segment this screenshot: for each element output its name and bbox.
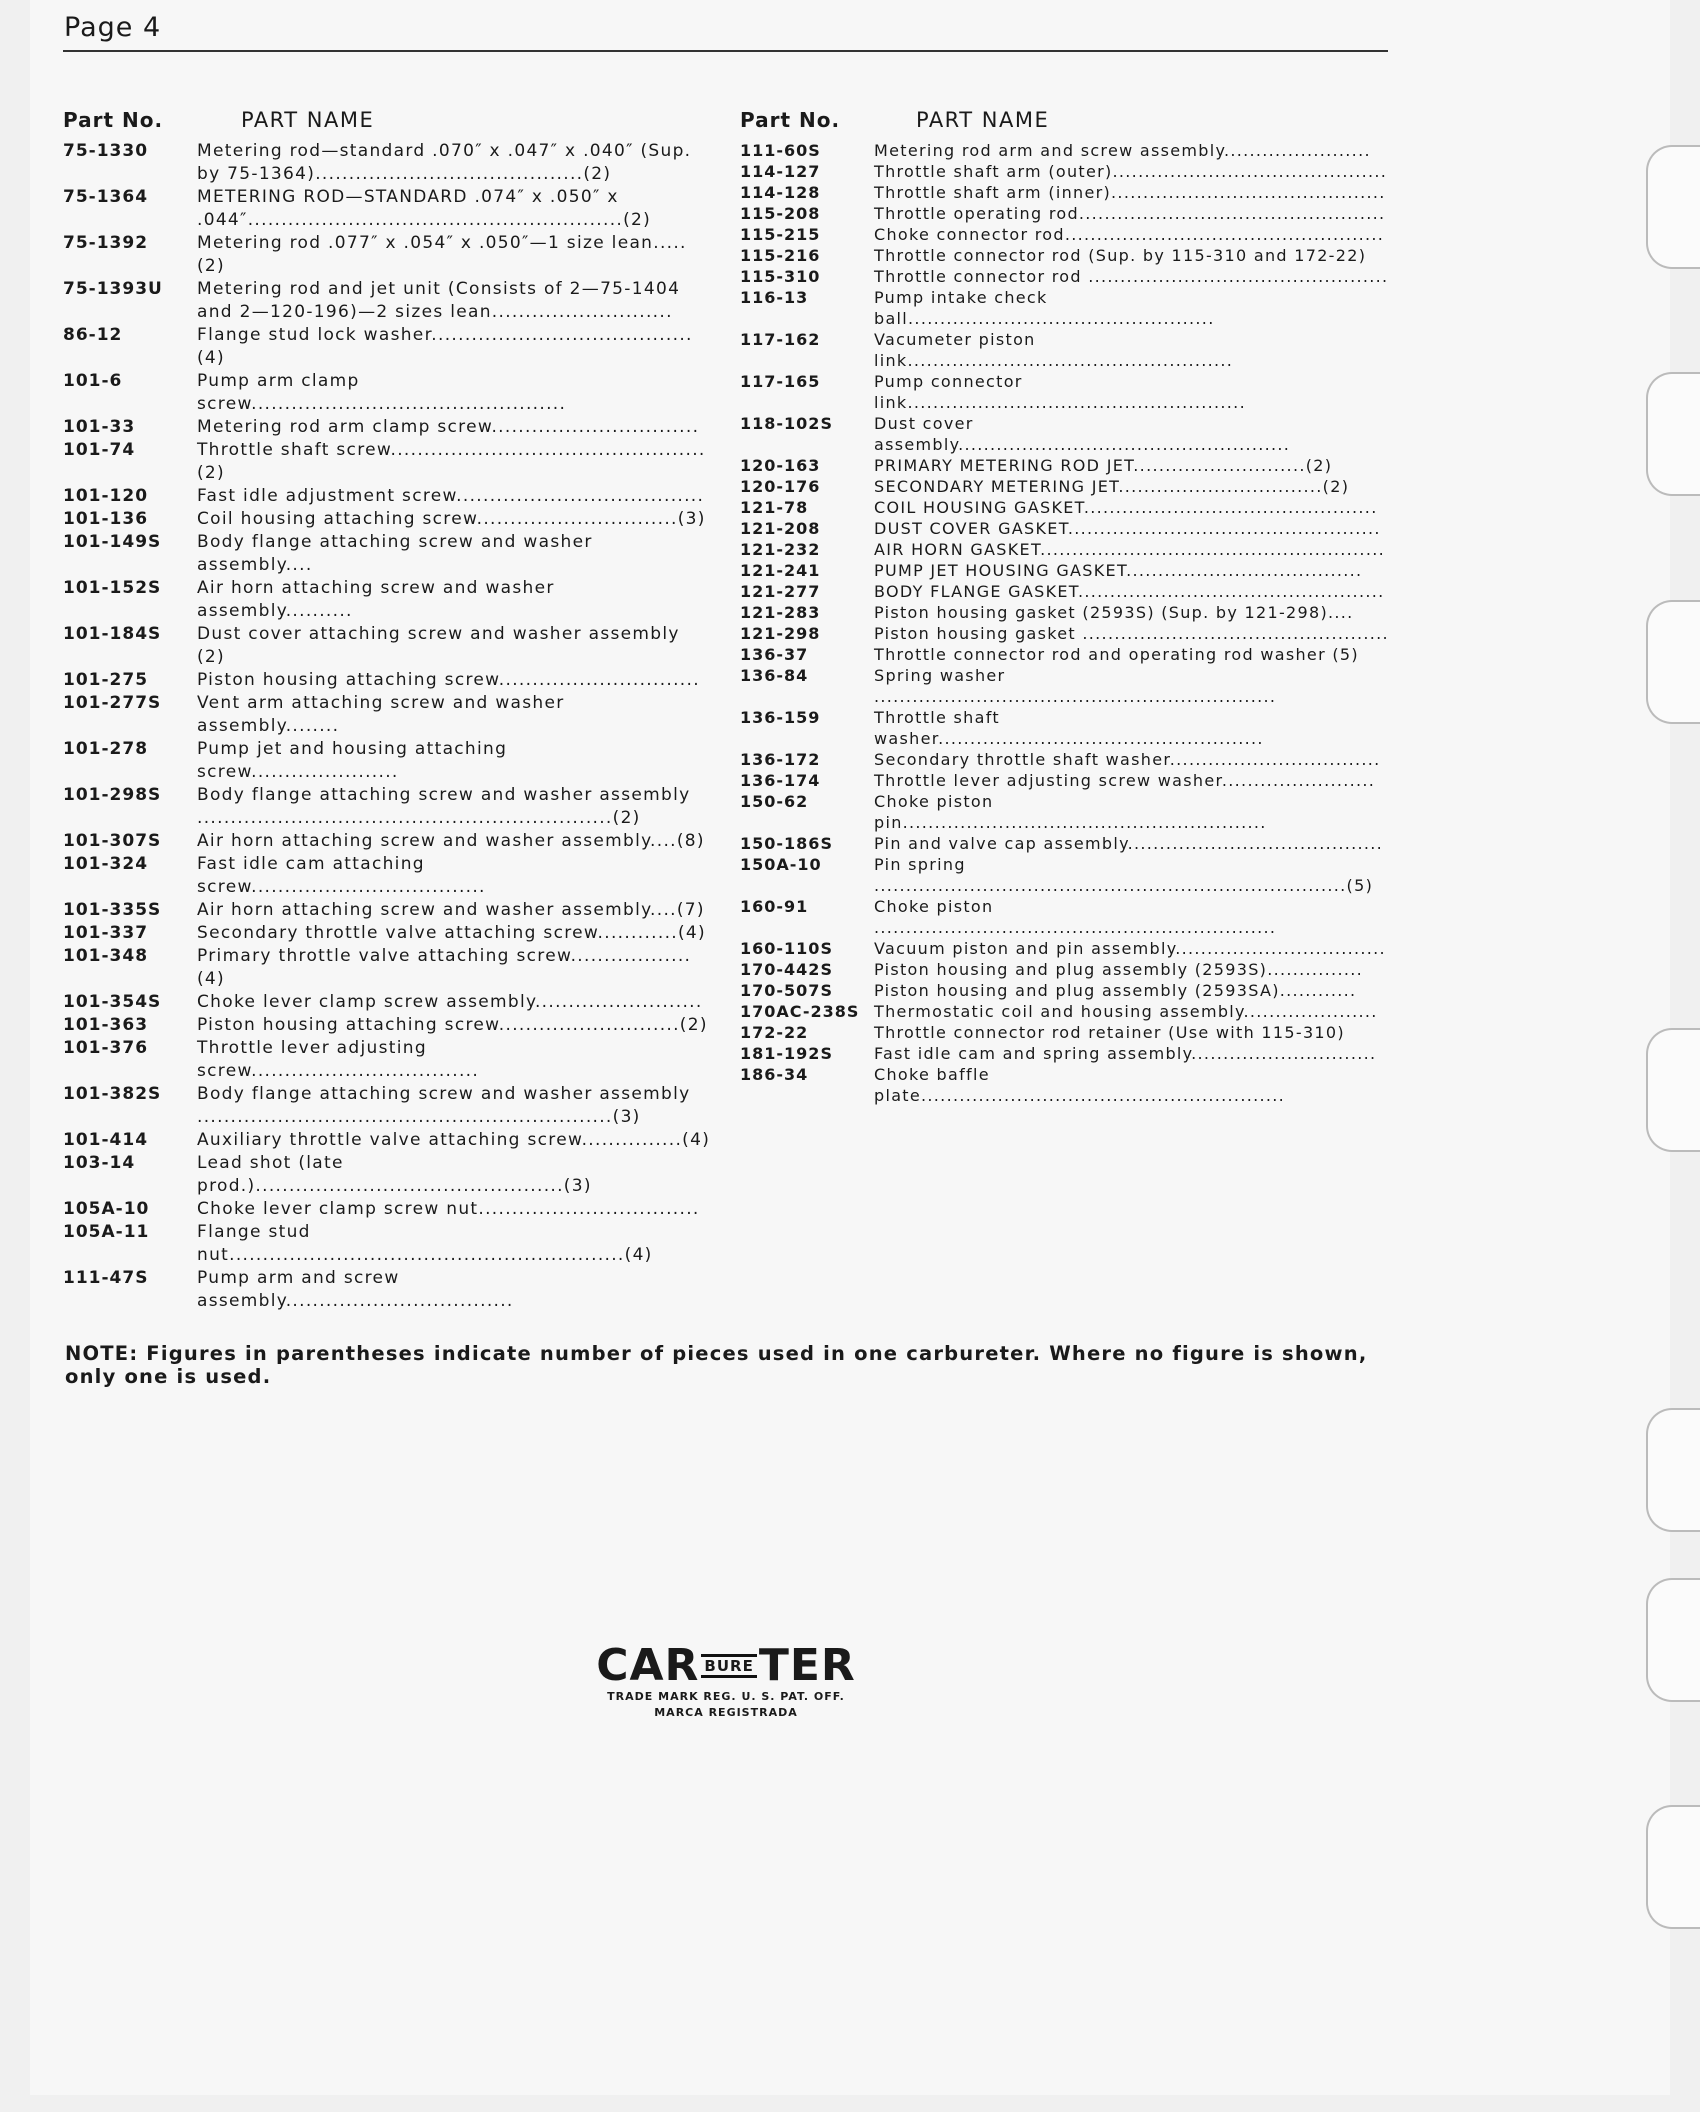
part-number: 115-310 <box>740 267 821 286</box>
part-name: Metering rod—standard .070″ x .047″ x .040″ (Sup. by 75-1364)........................................(2) <box>197 141 692 184</box>
part-number: 181-192S <box>740 1044 833 1063</box>
part-name: Choke piston ............................................................... <box>874 897 1277 937</box>
binder-tab <box>1646 1805 1700 1929</box>
part-number: 101-149S <box>63 532 162 552</box>
part-name: Piston housing and plug assembly (2593S)............... <box>874 960 1363 979</box>
part-name: Vacumeter piston link................................................... <box>874 330 1234 370</box>
part-number: 120-163 <box>740 456 821 475</box>
part-row <box>740 266 1390 287</box>
part-row <box>740 980 1390 1001</box>
part-row <box>63 669 713 692</box>
part-name: Body flange attaching screw and washer assembly ..............................................................(3) <box>197 1084 691 1127</box>
part-row <box>740 1064 1390 1106</box>
part-name: Thermostatic coil and housing assembly..................... <box>874 1002 1378 1021</box>
part-row <box>740 749 1390 770</box>
part-row <box>740 791 1390 833</box>
part-row <box>63 692 713 738</box>
part-row <box>740 1022 1390 1043</box>
part-name: Throttle connector rod ............................................... <box>874 267 1389 286</box>
part-number: 101-277S <box>63 693 162 713</box>
part-name: Pin and valve cap assembly........................................ <box>874 834 1384 853</box>
part-number: 121-283 <box>740 603 821 622</box>
part-row <box>63 232 713 278</box>
part-row <box>740 182 1390 203</box>
column-header <box>740 108 1390 138</box>
part-number: 121-232 <box>740 540 821 559</box>
part-row <box>63 508 713 531</box>
part-name: Piston housing and plug assembly (2593SA)............ <box>874 981 1357 1000</box>
header-rule <box>63 50 1388 52</box>
part-name-header: PART NAME <box>916 108 1050 132</box>
part-number: 101-307S <box>63 831 162 851</box>
trademark-line: TRADE MARK REG. U. S. PAT. OFF. <box>607 1690 845 1703</box>
part-row <box>63 623 713 669</box>
part-number: 101-152S <box>63 578 162 598</box>
part-name: Fast idle cam attaching screw................................... <box>197 854 486 897</box>
part-number: 101-335S <box>63 900 162 920</box>
part-name: Metering rod arm and screw assembly....................... <box>874 141 1371 160</box>
part-no-header: Part No. <box>63 108 164 132</box>
column-header <box>63 108 713 138</box>
part-name: Throttle connector rod retainer (Use with 115-310) <box>874 1023 1345 1042</box>
part-number: 136-172 <box>740 750 821 769</box>
part-number: 105A-11 <box>63 1222 150 1242</box>
part-number: 101-363 <box>63 1015 149 1035</box>
part-name: BODY FLANGE GASKET................................................ <box>874 582 1385 601</box>
part-name: Pump jet and housing attaching screw...................... <box>197 739 508 782</box>
part-row <box>740 854 1390 896</box>
part-number: 170-507S <box>740 981 833 1000</box>
part-number: 115-216 <box>740 246 821 265</box>
part-name: Choke lever clamp screw assembly......................... <box>197 992 703 1012</box>
part-name: Coil housing attaching screw..............................(3) <box>197 509 706 529</box>
part-row <box>63 485 713 508</box>
part-row <box>740 1001 1390 1022</box>
part-row <box>740 707 1390 749</box>
part-name: SECONDARY METERING JET................................(2) <box>874 477 1350 496</box>
part-number: 118-102S <box>740 414 833 433</box>
part-row <box>63 278 713 324</box>
part-name: Auxiliary throttle valve attaching screw...............(4) <box>197 1130 711 1150</box>
part-row <box>740 560 1390 581</box>
parts-column-left <box>63 108 713 1313</box>
part-number: 75-1330 <box>63 141 149 161</box>
part-number: 101-275 <box>63 670 149 690</box>
part-row <box>740 497 1390 518</box>
part-number: 121-241 <box>740 561 821 580</box>
part-name: Throttle connector rod and operating rod washer (5) <box>874 645 1359 664</box>
part-number: 172-22 <box>740 1023 809 1042</box>
part-name: Piston housing gasket ................................................ <box>874 624 1389 643</box>
part-row <box>740 665 1390 707</box>
part-name: Throttle lever adjusting screw washer........................ <box>874 771 1376 790</box>
part-name-header: PART NAME <box>241 108 375 132</box>
part-number: 101-324 <box>63 854 149 874</box>
part-number: 117-162 <box>740 330 821 349</box>
part-number: 101-278 <box>63 739 149 759</box>
part-row <box>63 738 713 784</box>
part-name: Piston housing attaching screw.............................. <box>197 670 700 690</box>
part-number: 111-60S <box>740 141 821 160</box>
part-name: Vacuum piston and pin assembly................................. <box>874 939 1386 958</box>
part-number: 101-184S <box>63 624 162 644</box>
part-name: Pump connector link..................................................... <box>874 372 1246 412</box>
part-number: 121-298 <box>740 624 821 643</box>
part-number: 101-354S <box>63 992 162 1012</box>
part-row <box>740 140 1390 161</box>
part-row <box>740 329 1390 371</box>
part-name: Fast idle cam and spring assembly............................. <box>874 1044 1377 1063</box>
part-row <box>740 224 1390 245</box>
part-number: 101-337 <box>63 923 149 943</box>
part-name: Pump intake check ball................................................ <box>874 288 1215 328</box>
part-number: 150-186S <box>740 834 833 853</box>
part-number: 136-84 <box>740 666 809 685</box>
part-row <box>740 581 1390 602</box>
part-number: 101-414 <box>63 1130 149 1150</box>
binder-tab <box>1646 372 1700 496</box>
logo-mark <box>590 1640 862 1691</box>
part-name: AIR HORN GASKET...................................................... <box>874 540 1385 559</box>
part-row <box>63 416 713 439</box>
part-number: 101-382S <box>63 1084 162 1104</box>
part-number: 136-174 <box>740 771 821 790</box>
part-name: COIL HOUSING GASKET.............................................. <box>874 498 1378 517</box>
part-name: Metering rod and jet unit (Consists of 2—75-1404 and 2—120-196)—2 sizes lean........................... <box>197 279 681 322</box>
part-row <box>63 1267 713 1313</box>
part-row <box>63 1083 713 1129</box>
part-number: 150A-10 <box>740 855 822 874</box>
part-row <box>63 1152 713 1198</box>
part-row <box>63 991 713 1014</box>
logo-box: BURE <box>701 1654 756 1678</box>
part-number: 136-37 <box>740 645 809 664</box>
part-name: Dust cover assembly.................................................... <box>874 414 1291 454</box>
part-row <box>740 161 1390 182</box>
part-name: Secondary throttle shaft washer................................. <box>874 750 1381 769</box>
part-name: Throttle lever adjusting screw.................................. <box>197 1038 480 1081</box>
part-name: Pump arm clamp screw............................................... <box>197 371 567 414</box>
part-number: 101-120 <box>63 486 149 506</box>
part-name: Throttle shaft arm (outer)........................................... <box>874 162 1388 181</box>
part-name: Flange stud nut...........................................................(4) <box>197 1222 653 1265</box>
part-number: 186-34 <box>740 1065 809 1084</box>
part-row <box>63 1014 713 1037</box>
part-row <box>63 830 713 853</box>
part-number: 101-33 <box>63 417 136 437</box>
part-name: Choke piston pin......................................................... <box>874 792 1267 832</box>
binder-tab <box>1646 1028 1700 1152</box>
part-number: 170AC-238S <box>740 1002 860 1021</box>
part-row <box>63 577 713 623</box>
part-name: Choke baffle plate......................................................... <box>874 1065 1286 1105</box>
part-number: 101-348 <box>63 946 149 966</box>
part-row <box>63 899 713 922</box>
part-number: 136-159 <box>740 708 821 727</box>
part-row <box>63 1198 713 1221</box>
part-row <box>740 245 1390 266</box>
marca-line: MARCA REGISTRADA <box>654 1706 798 1719</box>
part-row <box>740 623 1390 644</box>
part-number: 111-47S <box>63 1268 149 1288</box>
part-name: Vent arm attaching screw and washer assembly........ <box>197 693 565 736</box>
part-row <box>740 1043 1390 1064</box>
part-number: 75-1393U <box>63 279 163 299</box>
part-row <box>63 945 713 991</box>
part-number: 121-277 <box>740 582 821 601</box>
parts-column-right <box>740 108 1390 1106</box>
part-row <box>740 644 1390 665</box>
part-name: Choke lever clamp screw nut................................. <box>197 1199 700 1219</box>
part-number: 101-376 <box>63 1038 149 1058</box>
part-name: Body flange attaching screw and washer assembly.... <box>197 532 593 575</box>
part-no-header: Part No. <box>740 108 841 132</box>
part-name: Primary throttle valve attaching screw..................(4) <box>197 946 692 989</box>
binder-tab <box>1646 145 1700 269</box>
part-number: 114-128 <box>740 183 821 202</box>
part-row <box>740 518 1390 539</box>
logo-right: TER <box>758 1640 856 1691</box>
part-number: 121-78 <box>740 498 809 517</box>
part-row <box>740 455 1390 476</box>
part-name: METERING ROD—STANDARD .074″ x .050″ x .044″........................................................(2) <box>197 187 652 230</box>
binder-tab <box>1646 600 1700 724</box>
part-name: Throttle shaft arm (inner)........................................... <box>874 183 1386 202</box>
part-row <box>63 922 713 945</box>
part-number: 115-208 <box>740 204 821 223</box>
part-number: 101-6 <box>63 371 123 391</box>
part-name: PUMP JET HOUSING GASKET..................................... <box>874 561 1363 580</box>
part-row <box>740 833 1390 854</box>
part-number: 117-165 <box>740 372 821 391</box>
part-row <box>740 770 1390 791</box>
part-name: Air horn attaching screw and washer assembly.......... <box>197 578 555 621</box>
part-row <box>740 413 1390 455</box>
part-name: Air horn attaching screw and washer assembly....(7) <box>197 900 705 920</box>
part-row <box>740 203 1390 224</box>
part-name: Piston housing gasket (2593S) (Sup. by 121-298).... <box>874 603 1354 622</box>
binder-tab <box>1646 1578 1700 1702</box>
part-row <box>63 784 713 830</box>
part-row <box>63 140 713 186</box>
part-name: Air horn attaching screw and washer assembly....(8) <box>197 831 705 851</box>
part-name: Throttle shaft washer................................................... <box>874 708 1264 748</box>
carbureter-logo <box>590 1640 862 1721</box>
part-number: 121-208 <box>740 519 821 538</box>
part-row <box>63 853 713 899</box>
part-name: Body flange attaching screw and washer assembly ..............................................................(2) <box>197 785 691 828</box>
part-name: Secondary throttle valve attaching screw............(4) <box>197 923 706 943</box>
part-number: 75-1364 <box>63 187 149 207</box>
part-row <box>63 370 713 416</box>
part-name: Piston housing attaching screw...........................(2) <box>197 1015 708 1035</box>
part-name: Lead shot (late prod.)..............................................(3) <box>197 1153 592 1196</box>
part-number: 150-62 <box>740 792 809 811</box>
part-number: 116-13 <box>740 288 809 307</box>
part-row <box>63 1129 713 1152</box>
part-name: Throttle shaft screw...............................................(2) <box>197 440 706 483</box>
part-row <box>63 439 713 485</box>
part-number: 101-298S <box>63 785 162 805</box>
part-row <box>740 896 1390 938</box>
part-row <box>740 938 1390 959</box>
part-number: 115-215 <box>740 225 821 244</box>
part-number: 160-110S <box>740 939 833 958</box>
part-name: Throttle operating rod................................................ <box>874 204 1386 223</box>
part-name: Spring washer ............................................................... <box>874 666 1277 706</box>
part-row <box>63 1037 713 1083</box>
part-name: Pin spring ..........................................................................(5) <box>874 855 1374 895</box>
part-row <box>740 287 1390 329</box>
part-row <box>740 539 1390 560</box>
part-row <box>63 1221 713 1267</box>
part-number: 75-1392 <box>63 233 149 253</box>
part-number: 170-442S <box>740 960 833 979</box>
part-row <box>63 324 713 370</box>
part-number: 101-74 <box>63 440 136 460</box>
part-name: Pump arm and screw assembly.................................. <box>197 1268 514 1311</box>
part-number: 120-176 <box>740 477 821 496</box>
part-name: Flange stud lock washer.......................................(4) <box>197 325 693 368</box>
part-name: DUST COVER GASKET................................................. <box>874 519 1381 538</box>
part-name: Throttle connector rod (Sup. by 115-310 and 172-22) <box>874 246 1367 265</box>
part-name: PRIMARY METERING ROD JET...........................(2) <box>874 456 1333 475</box>
part-name: Choke connector rod.................................................. <box>874 225 1385 244</box>
part-row <box>740 602 1390 623</box>
part-row <box>740 959 1390 980</box>
parts-list-right <box>740 140 1390 1106</box>
part-number: 105A-10 <box>63 1199 150 1219</box>
part-name: Fast idle adjustment screw..................................... <box>197 486 705 506</box>
part-row <box>740 476 1390 497</box>
binder-tab <box>1646 1408 1700 1532</box>
part-number: 86-12 <box>63 325 123 345</box>
part-row <box>740 371 1390 413</box>
part-row <box>63 531 713 577</box>
footnote: NOTE: Figures in parentheses indicate number of pieces used in one carbureter. Where no figure is shown, only one is used. <box>65 1342 1368 1388</box>
part-name: Metering rod arm clamp screw............................... <box>197 417 700 437</box>
part-number: 101-136 <box>63 509 149 529</box>
logo-left: CAR <box>596 1640 700 1691</box>
part-number: 114-127 <box>740 162 821 181</box>
page-label: Page 4 <box>64 12 162 43</box>
parts-list-left <box>63 140 713 1313</box>
part-number: 103-14 <box>63 1153 136 1173</box>
part-name: Metering rod .077″ x .054″ x .050″—1 size lean.....(2) <box>197 233 687 276</box>
part-number: 160-91 <box>740 897 809 916</box>
part-row <box>63 186 713 232</box>
part-name: Dust cover attaching screw and washer assembly (2) <box>197 624 680 667</box>
